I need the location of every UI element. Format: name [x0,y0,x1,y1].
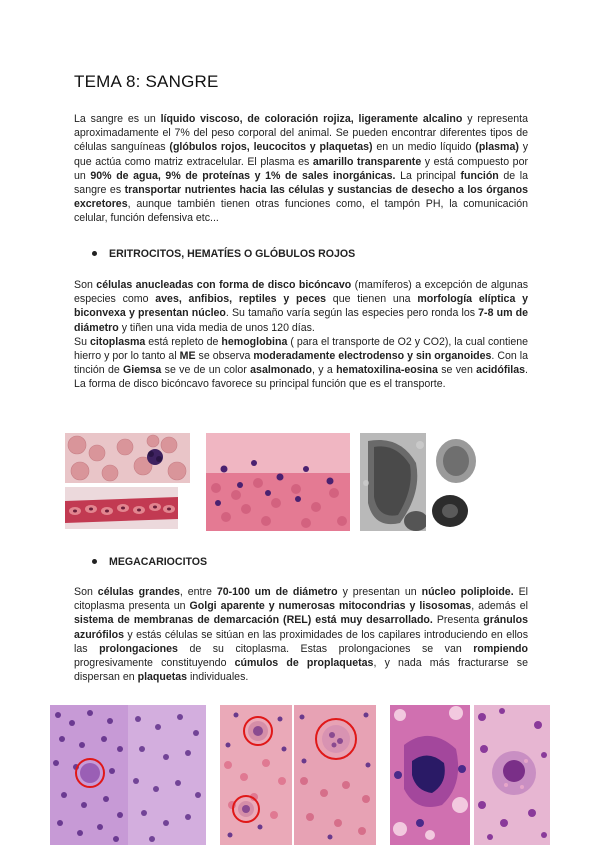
bold-text-run: acidófilas [476,364,526,377]
text-run: que tienen una [326,293,418,306]
bold-text-run: plaquetas [137,671,188,684]
text-run: se observa [195,350,254,363]
bold-text-run: gránulos azurófilos [74,614,528,641]
text-run: Son [74,279,97,291]
bold-text-run: Golgi aparente y numerosas mitocondrias y lisosomas [189,600,472,613]
text-run: Presenta [432,614,484,627]
bold-text-run: 70-100 um de diámetro [216,586,338,598]
text-run: se ven [437,364,477,377]
text-run: y estás células se sitúan en las proximidades de los capilares introduciendo en ellos las [74,628,528,655]
micrograph-megakaryocyte-2 [294,705,376,845]
text-run: , y a [311,364,337,377]
micrograph-erythrocytes-sem [430,433,478,531]
text-run: La principal [395,169,461,182]
text-run: . Con la tinción de [74,350,528,377]
bullet-icon [92,559,97,564]
bold-text-run: rompiendo [473,642,528,655]
text-run: y que actúa como matriz extracelular. El plasma es [74,141,528,168]
text-run: progresivamente constituyendo [74,657,235,670]
bold-text-run: (glóbulos rojos, leucocitos y plaquetas) [169,141,373,154]
micrograph-erythrocytes-tem [360,433,426,531]
bold-text-run: aves, anfibios, reptiles y peces [155,293,327,306]
bold-text-run: líquido viscoso, de coloración rojiza, ligeramente alcalino [160,113,463,125]
bold-text-run: ME [179,350,196,363]
micrograph-megakaryocyte-1 [220,705,292,845]
bold-text-run: sistema de membranas de demarcación (REL) está muy desarrollado. [74,614,433,627]
text-run: . Su tamaño varía según las especies pero ronda los [225,307,479,320]
bold-text-run: células grandes [97,586,180,598]
text-run: y tiñen una vida media de unos 120 días. [118,321,315,334]
erythrocytes-paragraph [74,278,528,392]
text-run: y presentan un [337,586,422,598]
bold-text-run: morfología elíptica y biconvexa y presentan núcleo [74,293,528,320]
text-run: está repleto de [145,335,222,348]
text-run: se ve de un color [161,364,251,377]
text-run: de su citoplasma. Estas prolongaciones se van [177,642,474,655]
text-run: Su [74,335,90,348]
text-run: Son [74,586,98,598]
bold-text-run: Giemsa [123,364,162,377]
text-run: , aunque también tienen otras funciones como, el tampón PH, la comunicación celular, función defensiva etc... [74,198,528,225]
bold-text-run: amarillo transparente [312,155,422,168]
bold-text-run: hematoxilina-eosina [336,364,438,377]
bold-text-run: citoplasma [89,335,146,348]
text-run: individuales. [187,671,249,684]
bold-text-run: prolongaciones [99,642,178,655]
section-heading-text: MEGACARIOCITOS [109,556,208,568]
micrograph-megakaryocyte-4 [474,705,550,845]
micrograph-megakaryocyte-3 [390,705,470,845]
bold-text-run: (plasma) [475,141,519,154]
bold-text-run: 7-8 um de diámetro [74,307,529,334]
text-run: y representa aproximadamente el 7% del peso corporal del animal. Se pueden encontrar diferentes tipos de células sanguíneas [74,113,528,154]
text-run: . La forma de disco bicóncavo favorece su principal función que es el transporte. [74,364,528,391]
text-run: de la sangre es [74,169,528,197]
micrograph-erythrocytes-smear [65,433,190,483]
bold-text-run: 90% de agua, 9% de proteínas y 1% de sales inorgánicas. [90,169,396,182]
bold-text-run: asalmonado [250,364,312,377]
micrograph-nucleated-erythrocytes [65,487,178,529]
text-run: La sangre es un [74,113,161,125]
intro-paragraph [74,112,528,226]
text-run: en un medio líquido [372,141,476,154]
bold-text-run: moderadamente electrodenso y sin organoides [253,350,492,363]
text-run: , y nada más fracturarse se dispersan en [74,657,528,684]
section-heading-erythrocytes [92,248,355,260]
bold-text-run: células anucleadas con forma de disco bicóncavo [96,279,352,291]
bold-text-run: función [460,169,499,182]
page-title: TEMA 8: SANGRE [74,72,219,91]
text-run: y está compuesto por un [74,155,528,182]
micrograph-bone-marrow-1 [50,705,128,845]
bold-text-run: cúmulos de proplaquetas [234,657,374,670]
micrograph-bone-marrow-2 [128,705,206,845]
text-run: ( para el transporte de O2 y CO2), la cual contiene hierro y por lo tanto al [74,335,528,363]
bold-text-run: transportar nutrientes hacia las células y sustancias de desecho a los órganos excretores [74,184,529,211]
bullet-icon [92,251,97,256]
bold-text-run: núcleo poliploide. [421,586,514,598]
text-run: , entre [179,586,217,598]
section-heading-text: ERITROCITOS, HEMATÍES O GLÓBULOS ROJOS [109,248,356,260]
text-run: (mamíferos) a excepción de algunas especies como [74,279,529,306]
section-heading-megakaryocytes [92,556,207,568]
text-run: , además el [471,600,529,613]
text-run: El citoplasma presenta un [74,586,528,613]
micrograph-erythrocytes-he [206,433,350,531]
megakaryocytes-paragraph [74,585,528,684]
bold-text-run: hemoglobina [221,335,288,348]
